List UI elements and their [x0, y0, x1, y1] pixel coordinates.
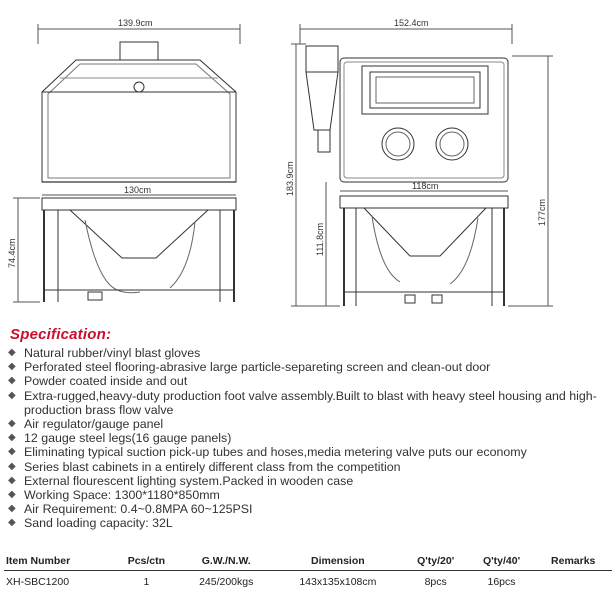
- diamond-bullet-icon: ◆: [8, 347, 16, 358]
- diamond-bullet-icon: ◆: [8, 460, 16, 472]
- spec-item: ◆ Series blast cabinets in a entirely different class from the competition: [8, 459, 401, 474]
- diamond-bullet-icon: ◆: [8, 375, 16, 387]
- cell-remarks: [534, 571, 612, 591]
- cell-qty-40: 16pcs: [487, 576, 516, 588]
- dim-right-height-mid: 111.8cm: [315, 222, 325, 256]
- spec-item: ◆ Natural rubber/vinyl blast gloves: [8, 346, 201, 360]
- spec-item: ◆ Working Space: 1300*1180*850mm: [8, 488, 220, 503]
- spec-item: ◆ 12 gauge steel legs(16 gauge panels): [8, 431, 232, 446]
- table-row: [4, 571, 612, 591]
- diamond-bullet-icon: ◆: [8, 418, 16, 430]
- spec-item: ◆ External flourescent lighting system.Packed in wooden case: [8, 473, 354, 488]
- diamond-bullet-icon: ◆: [8, 517, 16, 529]
- spec-item: ◆ Powder coated inside and out: [8, 374, 188, 389]
- diamond-bullet-icon: ◆: [8, 474, 16, 486]
- col-header-weight: G.W./N.W.: [180, 553, 273, 571]
- spec-item: ◆ Extra-rugged,heavy-duty production foot valve assembly.Built to blast with heavy steel housing and high-production brass flow valve: [8, 388, 597, 417]
- dim-right-height-total: 183.9cm: [285, 161, 295, 196]
- col-header-dimension: Dimension: [273, 553, 403, 571]
- product-spec-table: [4, 553, 612, 590]
- col-header-item-number: Item Number: [4, 553, 113, 571]
- diamond-bullet-icon: ◆: [8, 389, 16, 401]
- diamond-bullet-icon: ◆: [8, 489, 16, 501]
- specification-list: [6, 346, 614, 531]
- spec-item: ◆ Perforated steel flooring-abrasive large particle-separeting screen and clean-out door: [8, 360, 491, 375]
- dim-right-height-outer: 177cm: [537, 198, 547, 226]
- col-header-qty-20: Q'ty/20': [403, 553, 469, 571]
- dim-right-inner-width: 118cm: [412, 181, 439, 191]
- diamond-bullet-icon: ◆: [8, 432, 16, 444]
- spec-item: ◆ Eliminating typical suction pick-up tubes and hoses,media metering valve puts our economy: [8, 445, 527, 460]
- cell-item-number: XH-SBC1200: [6, 576, 70, 588]
- dim-right-width: 152.4cm: [394, 18, 429, 28]
- spec-item: ◆ Air Requirement: 0.4~0.8MPA 60~125PSI: [8, 502, 253, 517]
- dim-left-leg-height: 74.4cm: [7, 238, 17, 268]
- col-header-pcs-ctn: Pcs/ctn: [113, 553, 179, 571]
- dim-left-inner-width: 130cm: [124, 185, 152, 195]
- spec-item: ◆ Sand loading capacity: 32L: [8, 516, 173, 531]
- diamond-bullet-icon: ◆: [8, 503, 16, 515]
- cell-qty-20: 8pcs: [424, 576, 447, 588]
- diamond-bullet-icon: ◆: [8, 446, 16, 458]
- table-header-row: [4, 553, 612, 571]
- diamond-bullet-icon: ◆: [8, 361, 16, 373]
- spec-item: ◆ Air regulator/gauge panel: [8, 417, 164, 432]
- specification-title: Specification:: [10, 326, 112, 343]
- col-header-remarks: Remarks: [534, 553, 612, 571]
- cell-weight: 245/200kgs: [199, 576, 254, 588]
- cell-pcs-ctn: 1: [143, 576, 150, 588]
- col-header-qty-40: Q'ty/40': [469, 553, 535, 571]
- dim-left-width: 139.9cm: [118, 18, 153, 28]
- cell-dimension: 143x135x108cm: [299, 576, 377, 588]
